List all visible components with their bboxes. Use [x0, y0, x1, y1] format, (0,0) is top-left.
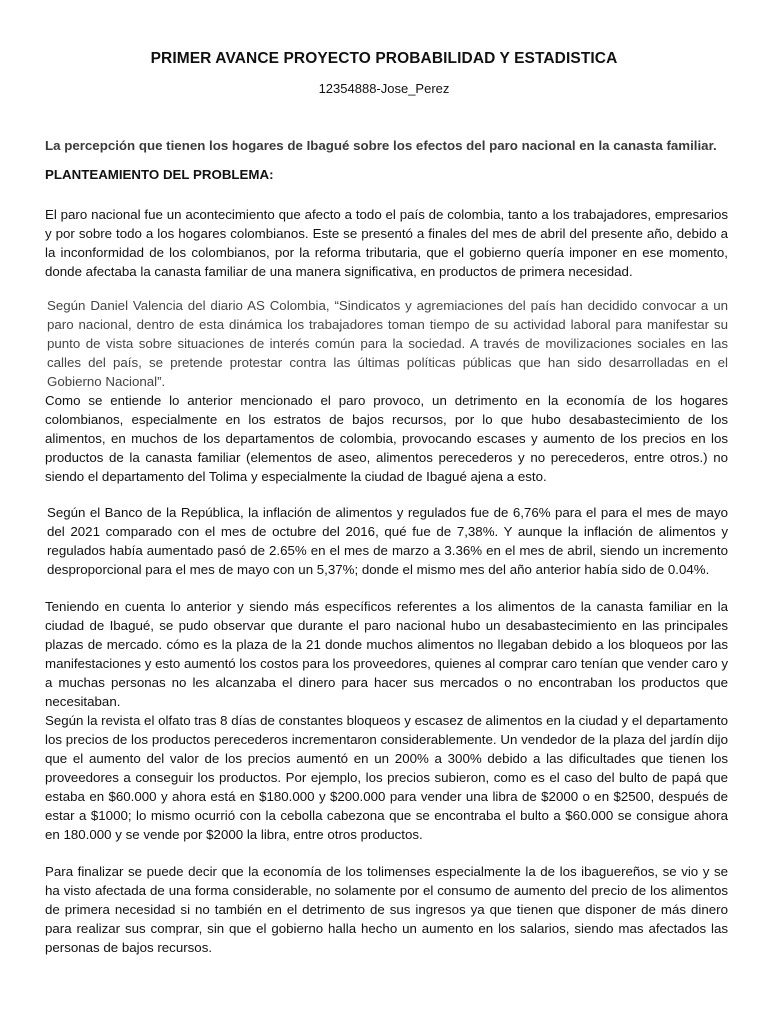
paragraph: El paro nacional fue un acontecimiento que afecto a todo el país de colombia, tanto a los trabajadores, empresarios y por sobre todo a los hogares colombianos. Este se presentó a finales del mes de abril del presente año, debido a la inconformidad de los colombianos, por la reforma tributaria, que el gobierno quería imponer en ese momento, donde afectaba la canasta familiar de una manera significativa, en productos de primera necesidad.	[45, 207, 728, 279]
document-title: PRIMER AVANCE PROYECTO PROBABILIDAD Y ESTADISTICA	[150, 50, 618, 67]
paragraph: Para finalizar se puede decir que la economía de los tolimenses especialmente la de los ibaguereños, se vio y se ha visto afectada de una forma considerable, no solamente por el consumo de aumento del precio de los alimentos de primera necesidad si no también en el detrimento de sus ingresos ya que tienen que disponer de más dinero para realizar sus comprar, sin que el gobierno halla hecho un aumento en los salarios, siendo mas afectados las personas de bajos recursos.	[45, 864, 728, 955]
paragraph: Según el Banco de la República, la inflación de alimentos y regulados fue de 6,76% para el para el mes de mayo del 2021 comparado con el mes de octubre del 2016, qué fue de 7,38%. Y aunque la inflación de alimentos y regulados había aumentado pasó de 2.65% en el mes de marzo a 3.36% en el mes de abril, siendo un incremento desproporcional para el mes de mayo con un 5,37%; donde el mismo mes del año anterior había sido de 0.04%.	[47, 505, 728, 577]
document-subject: La percepción que tienen los hogares de Ibagué sobre los efectos del paro nacional en la canasta familiar.	[45, 138, 717, 153]
paragraph: Como se entiende lo anterior mencionado el paro provoco, un detrimento en la economía de los hogares colombianos, especialmente en los estratos de bajos recursos, por lo que hubo desabastecimiento de los alimentos, en muchos de los departamentos de colombia, provocando escases y aumento de los precios en los productos de la canasta familiar (elementos de aseo, alimentos perecederos y no perecederos, entre otros.) no siendo el departamento del Tolima y especialmente la ciudad de Ibagué ajena a esto.	[45, 393, 728, 484]
section-heading: PLANTEAMIENTO DEL PROBLEMA:	[45, 167, 274, 182]
paragraph: Teniendo en cuenta lo anterior y siendo más específicos referentes a los alimentos de la canasta familiar en la ciudad de Ibagué, se pudo observar que durante el paro nacional hubo un desabastecimiento en las principales plazas de mercado. cómo es la plaza de la 21 donde muchos alimentos no llegaban debido a los bloqueos por las manifestaciones y esto aumentó los costos para los proveedores, quienes al comprar caro tenían que vender caro y a muchas personas no les alcanzaba el dinero para hacer sus mercados o no encontraban los productos que necesitaban.	[45, 599, 728, 709]
quote-paragraph: Según Daniel Valencia del diario AS Colombia, “Sindicatos y agremiaciones del país han decidido convocar a un paro nacional, dentro de esta dinámica los trabajadores toman tiempo de su actividad laboral para manifestar su punto de vista sobre situaciones de interés común para la sociedad. A través de movilizaciones sociales en las calles del país, se pretende protestar contra las últimas políticas públicas que han sido desarrolladas en el Gobierno Nacional”.	[47, 298, 728, 389]
author-line: 12354888-Jose_Perez	[318, 81, 450, 96]
paragraph: Según la revista el olfato tras 8 días de constantes bloqueos y escasez de alimentos en la ciudad y el departamento los precios de los productos perecederos incrementaron considerablemente. Un vendedor de la plaza del jardín dijo que el aumento del valor de los precios aumentó en un 200% a 300% debido a las dificultades que tienen los proveedores a conseguir los productos. Por ejemplo, los precios subieron, como es el caso del bulto de papá que estaba en $60.000 y ahora está en $180.000 y $200.000 para vender una libra de $2000 o en $2500, después de estar a $1000; lo mismo ocurrió con la cebolla cabezona que se encontraba el bulto a $60.000 se consigue ahora en 180.000 y se vende por $2000 la libra, entre otros productos.	[45, 713, 728, 842]
